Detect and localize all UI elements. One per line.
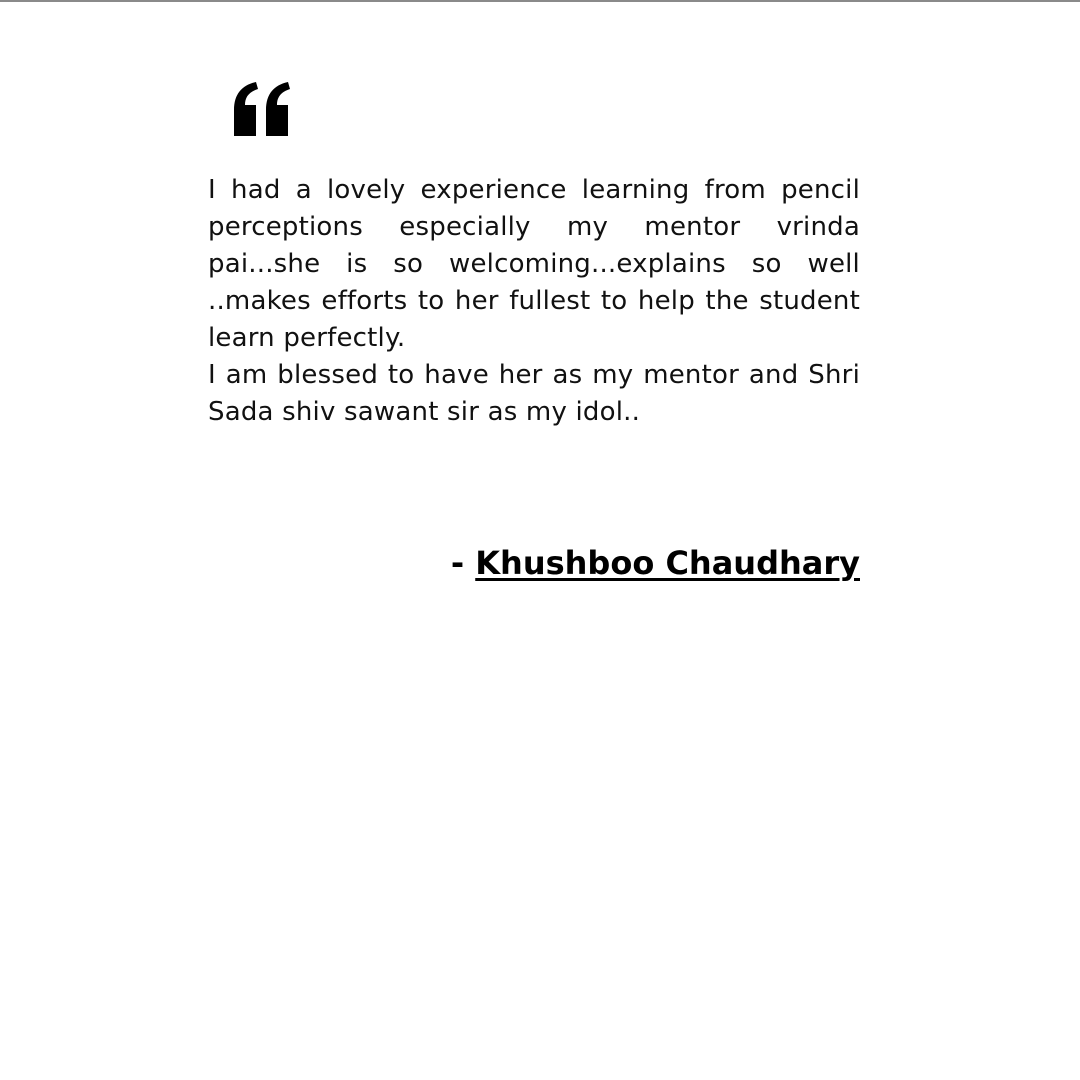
attribution-prefix: - <box>450 544 476 582</box>
testimonial-paragraph-2: I am blessed to have her as my mentor and Shri Sada shiv sawant sir as my idol.. <box>208 360 860 427</box>
author-name: Khushboo Chaudhary <box>475 544 860 582</box>
testimonial-text <box>208 172 860 431</box>
testimonial-attribution <box>451 542 860 584</box>
quote-icon <box>230 82 294 136</box>
testimonial-paragraph-1: I had a lovely experience learning from pencil perceptions especially my mentor vrinda pai...she is so welcoming...explains so well ..makes efforts to her fullest to help the student learn perfectly. <box>208 175 860 353</box>
